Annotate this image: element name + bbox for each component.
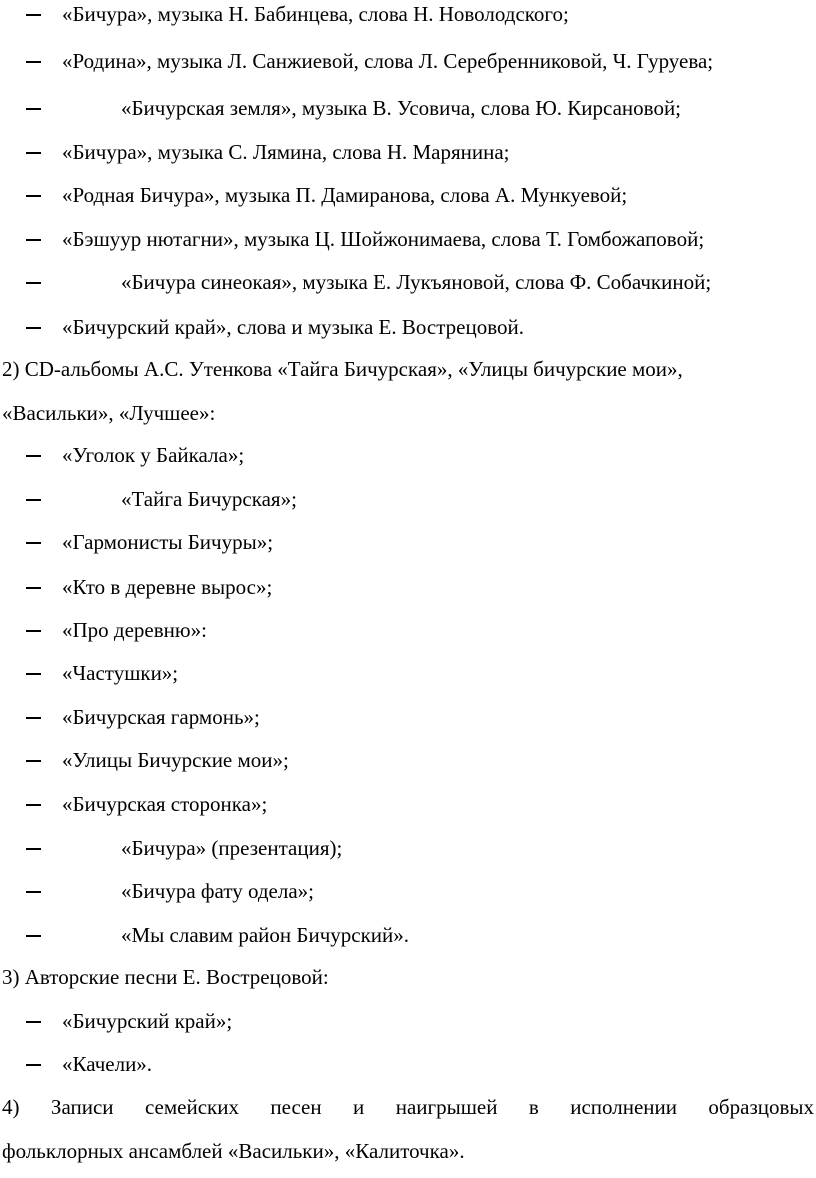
list-item: «Бичурская земля», музыка В. Усовича, слова Ю. Кирсановой; — [121, 96, 682, 120]
list-item: «Бичура фату одела»; — [121, 879, 314, 903]
list-dash — [26, 879, 46, 903]
list-dash — [26, 1009, 46, 1033]
list-dash — [26, 618, 46, 642]
list-item: «Бичурская сторонка»; — [62, 792, 268, 816]
list-item: «Бичура», музыка Н. Бабинцева, слова Н. Новолодского; — [62, 2, 569, 26]
list-dash — [26, 836, 46, 860]
list-item: «Бичура» (презентация); — [121, 836, 343, 860]
section-3-heading: 3) Авторские песни Е. Вострецовой: — [2, 965, 329, 989]
list-item: «Улицы Бичурские мои»; — [62, 748, 289, 772]
list-dash — [26, 140, 46, 164]
section-4-paragraph-continued: фольклорных ансамблей «Васильки», «Калиточка». — [2, 1139, 465, 1163]
list-dash — [26, 705, 46, 729]
list-dash — [26, 748, 46, 772]
list-item: «Бичурская гармонь»; — [62, 705, 260, 729]
list-dash — [26, 923, 46, 947]
list-dash — [26, 487, 46, 511]
list-item: «Бэшуур нютагни», музыка Ц. Шойжонимаева, слова Т. Гомбожаповой; — [62, 227, 705, 251]
list-item: «Кто в деревне вырос»; — [62, 575, 273, 599]
list-dash — [26, 661, 46, 685]
list-dash — [26, 575, 46, 599]
list-dash — [26, 270, 46, 294]
list-dash — [26, 49, 46, 73]
list-item: «Родная Бичура», музыка П. Дамиранова, слова А. Мункуевой; — [62, 183, 628, 207]
list-dash — [26, 1052, 46, 1076]
list-dash — [26, 96, 46, 120]
list-item: «Бичура синеокая», музыка Е. Лукъяновой, слова Ф. Собачкиной; — [121, 270, 712, 294]
section-2-heading-continued: «Васильки», «Лучшее»: — [2, 401, 216, 425]
list-dash — [26, 183, 46, 207]
list-item: «Качели». — [62, 1052, 153, 1076]
list-dash — [26, 227, 46, 251]
list-dash — [26, 315, 46, 339]
list-item: «Бичурский край»; — [62, 1009, 233, 1033]
list-item: «Тайга Бичурская»; — [121, 487, 297, 511]
list-item: «Про деревню»: — [62, 618, 207, 642]
list-dash — [26, 443, 46, 467]
section-4-paragraph: 4) Записи семейских песен и наигрышей в исполнении образцовых — [2, 1095, 814, 1119]
list-item: «Частушки»; — [62, 661, 179, 685]
list-item: «Бичура», музыка С. Лямина, слова Н. Марянина; — [62, 140, 510, 164]
section-2-heading: 2) CD-альбомы А.С. Утенкова «Тайга Бичурская», «Улицы бичурские мои», — [2, 357, 683, 381]
list-item: «Уголок у Байкала»; — [62, 443, 245, 467]
list-item: «Родина», музыка Л. Санжиевой, слова Л. Серебренниковой, Ч. Гуруева; — [62, 49, 714, 73]
list-item: «Гармонисты Бичуры»; — [62, 530, 274, 554]
list-dash — [26, 792, 46, 816]
list-dash — [26, 530, 46, 554]
list-item: «Мы славим район Бичурский». — [121, 923, 410, 947]
list-item: «Бичурский край», слова и музыка Е. Вострецовой. — [62, 315, 524, 339]
list-dash — [26, 2, 46, 26]
